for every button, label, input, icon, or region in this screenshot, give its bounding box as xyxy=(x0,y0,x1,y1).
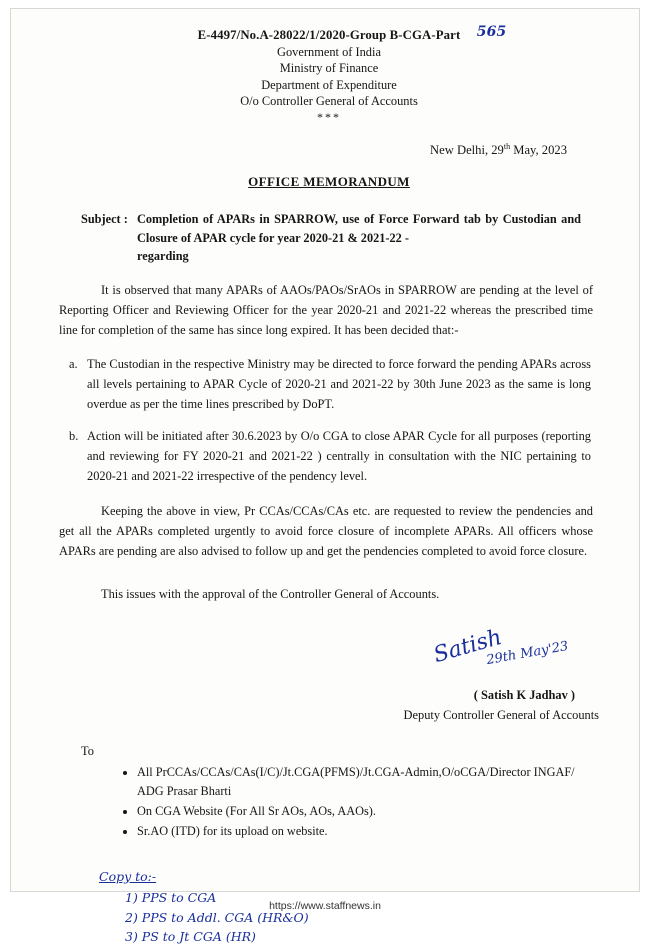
office-line: O/o Controller General of Accounts xyxy=(240,94,418,109)
signature-handwritten-date: 29th May'23 xyxy=(485,638,570,668)
list-marker: a. xyxy=(69,357,78,371)
file-number-text: E-4497/No.A-28022/1/2020-Group B-CGA-Part xyxy=(197,28,461,42)
copy-note-item: 1) PPS to CGA xyxy=(125,890,217,906)
list-text: The Custodian in the respective Ministry may be directed to force forward the pending APARs across all levels pertaining to APAR Cycle of 2020-21 and 2021-22 by 30th June 2023 as the same is long overdue as per the time lines prescribed by DoPT. xyxy=(87,357,591,412)
subject-block xyxy=(59,210,599,265)
place-date-suffix: May, 2023 xyxy=(510,143,567,158)
copy-note-item: 2) PPS to Addl. CGA (HR&O) xyxy=(125,909,309,925)
place-date-ordinal: th xyxy=(503,142,511,152)
page-title: OFFICE MEMORANDUM xyxy=(248,174,410,190)
source-url: https://www.staffnews.in xyxy=(269,900,381,912)
to-label: To xyxy=(81,743,94,758)
decision-list xyxy=(59,354,599,487)
ministry-line: Ministry of Finance xyxy=(279,61,379,76)
closing-paragraph: Keeping the above in view, Pr CCAs/CCAs/CAs etc. are requested to review the pendencies and get all the APARs completed urgently to avoid force closure of incomplete APARs. All officers whose APARs are pending are also advised to follow up and get the pendencies completed to avoid force closure. xyxy=(59,503,593,558)
department-line: Department of Expenditure xyxy=(261,77,397,92)
subject-label: Subject : xyxy=(81,212,128,227)
government-line: Government of India xyxy=(277,44,381,59)
list-text: Action will be initiated after 30.6.2023 by O/o CGA to close APAR Cycle for all purposes (reporting and reviewing for FY 2020-21 and 2021-22 ) centrally in consultation with the NIC pertaining to 2020-21 and 2021-22 irrespective of the pendency level. xyxy=(87,429,591,484)
place-and-date xyxy=(59,142,599,158)
intro-paragraph: It is observed that many APARs of AAOs/PAOs/SrAOs in SPARROW are pending at the level of Reporting Officer and Reviewing Officer for the year 2020-21 and 2021-22 whereas the prescribed time line for completion of the same has since long expired. It has been decided that:- xyxy=(59,282,593,337)
list-item xyxy=(59,426,599,486)
list-item: • All PrCCAs/CCAs/CAs(I/C)/Jt.CGA(PFMS)/Jt.CGA-Admin,O/oCGA/Director INGAF/ ADG Prasar Bharti xyxy=(137,763,599,801)
place-date-prefix: New Delhi, 29 xyxy=(430,143,504,158)
star-divider: *** xyxy=(317,110,341,125)
subject-line-3: regarding xyxy=(137,249,189,264)
subject-text xyxy=(137,210,599,265)
distribution-list xyxy=(59,763,599,841)
subject-line-1: Completion of APARs in SPARROW, use of Force Forward tab by xyxy=(137,212,499,227)
copy-note-item: 3) PS to Jt CGA (HR) xyxy=(125,929,256,945)
letterhead xyxy=(59,24,599,126)
signature-scribble: Satish xyxy=(431,624,506,668)
list-marker: b. xyxy=(69,429,79,444)
file-number xyxy=(197,24,507,44)
signature-block xyxy=(59,624,599,722)
list-item xyxy=(59,354,599,414)
list-item: • Sr.AO (ITD) for its upload on website. xyxy=(137,822,599,841)
signatory-designation: Deputy Controller General of Accounts xyxy=(403,707,599,722)
signatory-name: ( Satish K Jadhav ) xyxy=(473,687,575,702)
list-item: • On CGA Website (For All Sr AOs, AOs, AAOs). xyxy=(137,802,599,821)
approval-paragraph: This issues with the approval of the Controller General of Accounts. xyxy=(101,586,440,601)
handwritten-page-number: 565 xyxy=(476,24,507,40)
subject-line-2: Custodian and Closure of APAR cycle for year 2020-21 & 2021-22 - xyxy=(137,212,581,245)
copy-note-title: Copy to:- xyxy=(99,869,157,885)
